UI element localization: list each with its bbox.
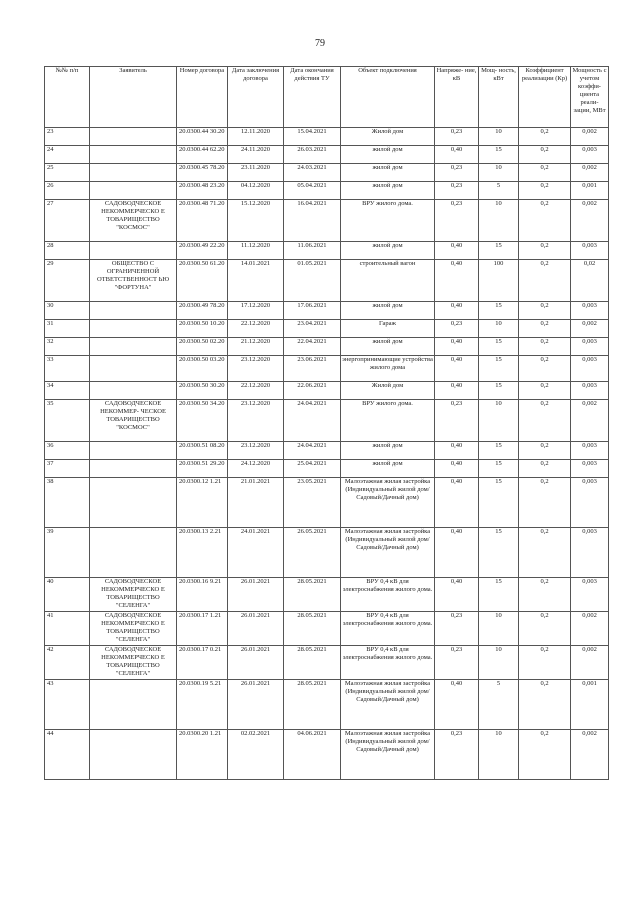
power-mw-cell: 0,002 — [571, 646, 609, 680]
kr-cell: 0,2 — [519, 460, 571, 478]
connection-object-cell: ВРУ жилого дома. — [341, 400, 435, 442]
table-row — [45, 182, 609, 200]
contract-date-cell: 15.12.2020 — [228, 200, 284, 242]
tu-end-date-cell: 15.04.2021 — [284, 128, 341, 146]
contract-number-cell: 20.0300.13 2.21 — [177, 528, 228, 578]
power-mw-cell: 0,003 — [571, 242, 609, 260]
contracts-table — [44, 66, 609, 780]
kr-cell: 0,2 — [519, 680, 571, 730]
power-mw-cell: 0,001 — [571, 680, 609, 730]
contract-number-cell: 20.0300.17 0.21 — [177, 646, 228, 680]
contract-date-cell: 26.01.2021 — [228, 578, 284, 612]
power-mw-cell: 0,002 — [571, 200, 609, 242]
table-row — [45, 460, 609, 478]
tu-end-date-cell: 26.03.2021 — [284, 146, 341, 164]
voltage-cell: 0,23 — [435, 730, 479, 780]
connection-object-cell: жилой дом — [341, 338, 435, 356]
power-cell: 15 — [479, 356, 519, 382]
tu-end-date-cell: 22.04.2021 — [284, 338, 341, 356]
row-number-cell: 24 — [45, 146, 90, 164]
kr-cell: 0,2 — [519, 164, 571, 182]
power-cell: 15 — [479, 242, 519, 260]
power-cell: 5 — [479, 182, 519, 200]
connection-object-cell: жилой дом — [341, 302, 435, 320]
contract-number-cell: 20.0300.48 71.20 — [177, 200, 228, 242]
page-number: 79 — [315, 38, 325, 49]
row-number-cell: 28 — [45, 242, 90, 260]
contract-date-cell: 23.12.2020 — [228, 356, 284, 382]
voltage-cell: 0,40 — [435, 338, 479, 356]
connection-object-cell: Гараж — [341, 320, 435, 338]
table-row — [45, 680, 609, 730]
table-row — [45, 612, 609, 646]
contract-date-cell: 26.01.2021 — [228, 612, 284, 646]
voltage-cell: 0,23 — [435, 164, 479, 182]
power-mw-cell: 0,003 — [571, 478, 609, 528]
applicant-cell — [90, 338, 177, 356]
contract-number-cell: 20.0300.48 23.20 — [177, 182, 228, 200]
applicant-cell — [90, 146, 177, 164]
connection-object-cell: жилой дом — [341, 146, 435, 164]
tu-end-date-cell: 28.05.2021 — [284, 578, 341, 612]
header-cell: Объект подключения — [341, 67, 435, 128]
row-number-cell: 29 — [45, 260, 90, 302]
voltage-cell: 0,40 — [435, 242, 479, 260]
kr-cell: 0,2 — [519, 612, 571, 646]
header-cell: Мощность с учетом коэффи- циента реали- зации, МВт — [571, 67, 609, 128]
table-row — [45, 164, 609, 182]
contract-date-cell: 12.11.2020 — [228, 128, 284, 146]
table-row — [45, 478, 609, 528]
header-cell: №№ п/п — [45, 67, 90, 128]
table-row — [45, 382, 609, 400]
table-row — [45, 242, 609, 260]
power-mw-cell: 0,02 — [571, 260, 609, 302]
power-cell: 15 — [479, 478, 519, 528]
applicant-cell: САДОВОДЧЕСКОЕ НЕКОММЕР- ЧЕСКОЕ ТОВАРИЩЕСТВО "КОСМОС" — [90, 400, 177, 442]
connection-object-cell: жилой дом — [341, 242, 435, 260]
table-row — [45, 260, 609, 302]
kr-cell: 0,2 — [519, 400, 571, 442]
contract-date-cell: 24.12.2020 — [228, 460, 284, 478]
applicant-cell — [90, 242, 177, 260]
connection-object-cell: строительный вагон — [341, 260, 435, 302]
contract-date-cell: 14.01.2021 — [228, 260, 284, 302]
header-cell: Дата окончания действия ТУ — [284, 67, 341, 128]
power-cell: 10 — [479, 320, 519, 338]
tu-end-date-cell: 24.03.2021 — [284, 164, 341, 182]
header-cell: Заявитель — [90, 67, 177, 128]
kr-cell: 0,2 — [519, 200, 571, 242]
contract-number-cell: 20.0300.50 61.20 — [177, 260, 228, 302]
tu-end-date-cell: 22.06.2021 — [284, 382, 341, 400]
applicant-cell — [90, 164, 177, 182]
applicant-cell: САДОВОДЧЕСКОЕ НЕКОММЕРЧЕСКО Е ТОВАРИЩЕСТВО "СЕЛЕНГА" — [90, 612, 177, 646]
row-number-cell: 33 — [45, 356, 90, 382]
power-mw-cell: 0,003 — [571, 528, 609, 578]
contract-number-cell: 20.0300.16 9.21 — [177, 578, 228, 612]
voltage-cell: 0,40 — [435, 442, 479, 460]
power-mw-cell: 0,002 — [571, 730, 609, 780]
applicant-cell — [90, 302, 177, 320]
applicant-cell: САДОВОДЧЕСКОЕ НЕКОММЕРЧЕСКО Е ТОВАРИЩЕСТВО "СЕЛЕНГА" — [90, 578, 177, 612]
contract-number-cell: 20.0300.49 78.20 — [177, 302, 228, 320]
connection-object-cell: ВРУ жилого дома. — [341, 200, 435, 242]
row-number-cell: 30 — [45, 302, 90, 320]
tu-end-date-cell: 04.06.2021 — [284, 730, 341, 780]
kr-cell: 0,2 — [519, 578, 571, 612]
contract-number-cell: 20.0300.44 62.20 — [177, 146, 228, 164]
row-number-cell: 39 — [45, 528, 90, 578]
contract-date-cell: 21.12.2020 — [228, 338, 284, 356]
kr-cell: 0,2 — [519, 382, 571, 400]
power-cell: 15 — [479, 460, 519, 478]
power-mw-cell: 0,003 — [571, 442, 609, 460]
applicant-cell: САДОВОДЧЕСКОЕ НЕКОММЕРЧЕСКО Е ТОВАРИЩЕСТВО "КОСМОС" — [90, 200, 177, 242]
row-number-cell: 31 — [45, 320, 90, 338]
power-mw-cell: 0,002 — [571, 320, 609, 338]
voltage-cell: 0,23 — [435, 612, 479, 646]
applicant-cell — [90, 128, 177, 146]
contract-number-cell: 20.0300.51 29.20 — [177, 460, 228, 478]
table-row — [45, 730, 609, 780]
voltage-cell: 0,23 — [435, 320, 479, 338]
voltage-cell: 0,40 — [435, 680, 479, 730]
applicant-cell — [90, 320, 177, 338]
applicant-cell — [90, 460, 177, 478]
tu-end-date-cell: 23.04.2021 — [284, 320, 341, 338]
row-number-cell: 23 — [45, 128, 90, 146]
contract-date-cell: 04.12.2020 — [228, 182, 284, 200]
contract-number-cell: 20.0300.20 1.21 — [177, 730, 228, 780]
power-cell: 10 — [479, 128, 519, 146]
applicant-cell — [90, 730, 177, 780]
kr-cell: 0,2 — [519, 646, 571, 680]
row-number-cell: 37 — [45, 460, 90, 478]
contract-date-cell: 17.12.2020 — [228, 302, 284, 320]
connection-object-cell: ВРУ 0,4 кВ для электроснабжения жилого дома. — [341, 612, 435, 646]
contract-date-cell: 22.12.2020 — [228, 382, 284, 400]
contract-number-cell: 20.0300.50 03.20 — [177, 356, 228, 382]
contract-number-cell: 20.0300.50 10.20 — [177, 320, 228, 338]
tu-end-date-cell: 17.06.2021 — [284, 302, 341, 320]
power-mw-cell: 0,001 — [571, 182, 609, 200]
tu-end-date-cell: 05.04.2021 — [284, 182, 341, 200]
power-mw-cell: 0,003 — [571, 356, 609, 382]
voltage-cell: 0,40 — [435, 260, 479, 302]
row-number-cell: 38 — [45, 478, 90, 528]
row-number-cell: 34 — [45, 382, 90, 400]
header-cell: Напряже- ние, кВ — [435, 67, 479, 128]
table-row — [45, 528, 609, 578]
voltage-cell: 0,23 — [435, 200, 479, 242]
table-header-row — [45, 67, 609, 128]
header-cell: Мощ- ность, кВт — [479, 67, 519, 128]
row-number-cell: 25 — [45, 164, 90, 182]
power-cell: 10 — [479, 400, 519, 442]
kr-cell: 0,2 — [519, 442, 571, 460]
kr-cell: 0,2 — [519, 320, 571, 338]
connection-object-cell: Малоэтажная жилая застройка (Индивидуальный жилой дом/ Садовый/Дачный дом) — [341, 528, 435, 578]
voltage-cell: 0,40 — [435, 356, 479, 382]
contract-date-cell: 21.01.2021 — [228, 478, 284, 528]
applicant-cell — [90, 442, 177, 460]
row-number-cell: 42 — [45, 646, 90, 680]
contract-number-cell: 20.0300.50 34.20 — [177, 400, 228, 442]
contract-date-cell: 26.01.2021 — [228, 646, 284, 680]
contract-number-cell: 20.0300.12 1.21 — [177, 478, 228, 528]
applicant-cell: ОБЩЕСТВО С ОГРАНИЧЕННОЙ ОТВЕТСТВЕННОСТ ЬЮ "ФОРТУНА" — [90, 260, 177, 302]
power-mw-cell: 0,002 — [571, 400, 609, 442]
power-mw-cell: 0,003 — [571, 338, 609, 356]
kr-cell: 0,2 — [519, 478, 571, 528]
row-number-cell: 32 — [45, 338, 90, 356]
voltage-cell: 0,23 — [435, 128, 479, 146]
table-row — [45, 338, 609, 356]
kr-cell: 0,2 — [519, 128, 571, 146]
contract-date-cell: 23.12.2020 — [228, 442, 284, 460]
connection-object-cell: жилой дом — [341, 164, 435, 182]
row-number-cell: 26 — [45, 182, 90, 200]
table-row — [45, 200, 609, 242]
table-row — [45, 302, 609, 320]
power-mw-cell: 0,003 — [571, 460, 609, 478]
contract-number-cell: 20.0300.51 08.20 — [177, 442, 228, 460]
kr-cell: 0,2 — [519, 730, 571, 780]
power-cell: 15 — [479, 528, 519, 578]
voltage-cell: 0,40 — [435, 460, 479, 478]
kr-cell: 0,2 — [519, 356, 571, 382]
tu-end-date-cell: 28.05.2021 — [284, 646, 341, 680]
connection-object-cell: ВРУ 0,4 кВ для электроснабжения жилого дома. — [341, 646, 435, 680]
table-row — [45, 128, 609, 146]
connection-object-cell: Малоэтажная жилая застройка (Индивидуальный жилой дом/ Садовый/Дачный дом) — [341, 478, 435, 528]
voltage-cell: 0,23 — [435, 182, 479, 200]
table-row — [45, 578, 609, 612]
power-cell: 15 — [479, 302, 519, 320]
contract-number-cell: 20.0300.17 1.21 — [177, 612, 228, 646]
applicant-cell — [90, 680, 177, 730]
connection-object-cell: жилой дом — [341, 442, 435, 460]
power-cell: 5 — [479, 680, 519, 730]
row-number-cell: 35 — [45, 400, 90, 442]
voltage-cell: 0,23 — [435, 646, 479, 680]
kr-cell: 0,2 — [519, 528, 571, 578]
power-cell: 15 — [479, 382, 519, 400]
row-number-cell: 40 — [45, 578, 90, 612]
connection-object-cell: Малоэтажная жилая застройка (Индивидуальный жилой дом/ Садовый/Дачный дом) — [341, 730, 435, 780]
power-cell: 10 — [479, 164, 519, 182]
table-row — [45, 146, 609, 164]
tu-end-date-cell: 26.05.2021 — [284, 528, 341, 578]
voltage-cell: 0,40 — [435, 528, 479, 578]
power-cell: 10 — [479, 612, 519, 646]
tu-end-date-cell: 01.05.2021 — [284, 260, 341, 302]
tu-end-date-cell: 23.06.2021 — [284, 356, 341, 382]
power-mw-cell: 0,003 — [571, 382, 609, 400]
header-cell: Дата заключения договора — [228, 67, 284, 128]
applicant-cell — [90, 382, 177, 400]
contract-number-cell: 20.0300.50 30.20 — [177, 382, 228, 400]
power-mw-cell: 0,003 — [571, 302, 609, 320]
connection-object-cell: жилой дом — [341, 182, 435, 200]
voltage-cell: 0,40 — [435, 302, 479, 320]
power-cell: 10 — [479, 730, 519, 780]
table-body — [45, 128, 609, 780]
contract-date-cell: 22.12.2020 — [228, 320, 284, 338]
kr-cell: 0,2 — [519, 182, 571, 200]
power-cell: 15 — [479, 578, 519, 612]
applicant-cell — [90, 478, 177, 528]
power-cell: 15 — [479, 338, 519, 356]
table-row — [45, 400, 609, 442]
connection-object-cell: Малоэтажная жилая застройка (Индивидуальный жилой дом/ Садовый/Дачный дом) — [341, 680, 435, 730]
power-mw-cell: 0,003 — [571, 578, 609, 612]
table-row — [45, 320, 609, 338]
kr-cell: 0,2 — [519, 338, 571, 356]
connection-object-cell: Жилой дом — [341, 128, 435, 146]
applicant-cell — [90, 356, 177, 382]
kr-cell: 0,2 — [519, 260, 571, 302]
contract-number-cell: 20.0300.44 30.20 — [177, 128, 228, 146]
tu-end-date-cell: 25.04.2021 — [284, 460, 341, 478]
power-cell: 100 — [479, 260, 519, 302]
power-mw-cell: 0,002 — [571, 164, 609, 182]
voltage-cell: 0,40 — [435, 146, 479, 164]
tu-end-date-cell: 24.04.2021 — [284, 442, 341, 460]
contract-date-cell: 23.11.2020 — [228, 164, 284, 182]
row-number-cell: 36 — [45, 442, 90, 460]
power-cell: 15 — [479, 442, 519, 460]
connection-object-cell: энергопринимающие устройства жилого дома — [341, 356, 435, 382]
power-cell: 10 — [479, 646, 519, 680]
contract-date-cell: 24.11.2020 — [228, 146, 284, 164]
power-cell: 15 — [479, 146, 519, 164]
row-number-cell: 43 — [45, 680, 90, 730]
voltage-cell: 0,23 — [435, 400, 479, 442]
tu-end-date-cell: 24.04.2021 — [284, 400, 341, 442]
applicant-cell — [90, 528, 177, 578]
table-row — [45, 646, 609, 680]
applicant-cell — [90, 182, 177, 200]
connection-object-cell: Жилой дом — [341, 382, 435, 400]
contract-number-cell: 20.0300.19 5.21 — [177, 680, 228, 730]
connection-object-cell: ВРУ 0,4 кВ для электроснабжения жилого дома. — [341, 578, 435, 612]
table-row — [45, 356, 609, 382]
row-number-cell: 44 — [45, 730, 90, 780]
voltage-cell: 0,40 — [435, 382, 479, 400]
voltage-cell: 0,40 — [435, 578, 479, 612]
contract-number-cell: 20.0300.50 02.20 — [177, 338, 228, 356]
header-cell: Коэффициент реализации (Кр) — [519, 67, 571, 128]
kr-cell: 0,2 — [519, 302, 571, 320]
tu-end-date-cell: 11.06.2021 — [284, 242, 341, 260]
power-mw-cell: 0,003 — [571, 146, 609, 164]
contract-date-cell: 23.12.2020 — [228, 400, 284, 442]
contract-date-cell: 11.12.2020 — [228, 242, 284, 260]
contract-date-cell: 02.02.2021 — [228, 730, 284, 780]
tu-end-date-cell: 23.05.2021 — [284, 478, 341, 528]
voltage-cell: 0,40 — [435, 478, 479, 528]
power-mw-cell: 0,002 — [571, 128, 609, 146]
row-number-cell: 27 — [45, 200, 90, 242]
tu-end-date-cell: 28.05.2021 — [284, 612, 341, 646]
kr-cell: 0,2 — [519, 146, 571, 164]
power-mw-cell: 0,002 — [571, 612, 609, 646]
contract-date-cell: 26.01.2021 — [228, 680, 284, 730]
kr-cell: 0,2 — [519, 242, 571, 260]
contract-number-cell: 20.0300.45 78.20 — [177, 164, 228, 182]
tu-end-date-cell: 16.04.2021 — [284, 200, 341, 242]
table-row — [45, 442, 609, 460]
contract-number-cell: 20.0300.49 22.20 — [177, 242, 228, 260]
header-cell: Номер договора — [177, 67, 228, 128]
applicant-cell: САДОВОДЧЕСКОЕ НЕКОММЕРЧЕСКО Е ТОВАРИЩЕСТВО "СЕЛЕНГА" — [90, 646, 177, 680]
power-cell: 10 — [479, 200, 519, 242]
tu-end-date-cell: 28.05.2021 — [284, 680, 341, 730]
connection-object-cell: жилой дом — [341, 460, 435, 478]
contract-date-cell: 24.01.2021 — [228, 528, 284, 578]
row-number-cell: 41 — [45, 612, 90, 646]
